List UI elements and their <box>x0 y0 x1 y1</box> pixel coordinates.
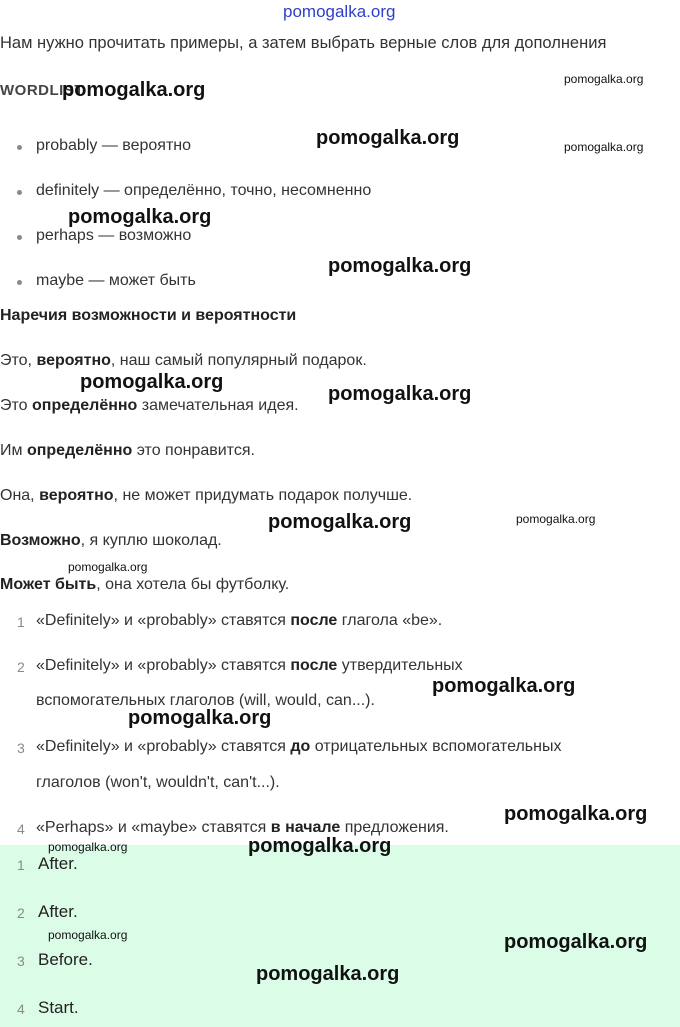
wordlist-item: probably — вероятно <box>36 137 192 154</box>
watermark-text: pomogalka.org <box>564 72 644 86</box>
watermark-text: pomogalka.org <box>316 127 460 149</box>
wordlist-item: definitely — определённо, точно, несомненно <box>36 182 372 199</box>
watermark-text: pomogalka.org <box>248 835 392 857</box>
watermark-text: pomogalka.org <box>516 512 596 526</box>
example-sentence: Это определённо замечательная идея. <box>0 397 299 414</box>
watermark-top: pomogalka.org <box>283 2 396 21</box>
bullet-icon <box>17 235 22 240</box>
watermark-text: pomogalka.org <box>504 803 648 825</box>
watermark-text: pomogalka.org <box>328 383 472 405</box>
section-title: Наречия возможности и вероятности <box>0 307 297 324</box>
rule-text: «Definitely» и «probably» ставятся после утвердительных <box>36 657 463 674</box>
bullet-icon <box>17 145 22 150</box>
rule-text-continuation: глаголов (won't, wouldn't, can't...). <box>36 774 280 791</box>
wordlist-heading: WORDLIST <box>0 82 84 99</box>
wordlist-item: perhaps — возможно <box>36 227 192 244</box>
example-sentence: Это, вероятно, наш самый популярный подарок. <box>0 352 367 369</box>
example-sentence: Возможно, я куплю шоколад. <box>0 532 222 549</box>
rule-text: «Definitely» и «probably» ставятся до отрицательных вспомогательных <box>36 738 562 755</box>
answer-text: After. <box>38 854 78 873</box>
answer-text: Start. <box>38 998 79 1017</box>
watermark-text: pomogalka.org <box>68 206 212 228</box>
example-sentence: Может быть, она хотела бы футболку. <box>0 576 290 593</box>
rule-text-continuation: вспомогательных глаголов (will, would, can...). <box>36 692 375 709</box>
wordlist-item: maybe — может быть <box>36 272 196 289</box>
watermark-text: pomogalka.org <box>504 931 648 953</box>
example-sentence: Им определённо это понравится. <box>0 442 255 459</box>
watermark-text: pomogalka.org <box>48 840 128 854</box>
watermark-text: pomogalka.org <box>68 560 148 574</box>
rule-number: 1 <box>17 614 25 630</box>
bullet-icon <box>17 280 22 285</box>
answer-text: Before. <box>38 950 93 969</box>
answer-number: 1 <box>17 857 25 873</box>
rule-text: «Definitely» и «probably» ставятся после глагола «be». <box>36 612 443 629</box>
answer-number: 2 <box>17 905 25 921</box>
answer-number: 4 <box>17 1001 25 1017</box>
rule-number: 2 <box>17 659 25 675</box>
watermark-text: pomogalka.org <box>256 963 400 985</box>
watermark-text: pomogalka.org <box>328 255 472 277</box>
answer-text: After. <box>38 902 78 921</box>
rule-number: 4 <box>17 821 25 837</box>
rule-number: 3 <box>17 740 25 756</box>
watermark-text: pomogalka.org <box>268 511 412 533</box>
watermark-text: pomogalka.org <box>432 675 576 697</box>
rule-text: «Perhaps» и «maybe» ставятся в начале предложения. <box>36 819 449 836</box>
instruction-text: Нам нужно прочитать примеры, а затем выбрать верные слов для дополнения <box>0 34 607 52</box>
watermark-text: pomogalka.org <box>80 371 224 393</box>
example-sentence: Она, вероятно, не может придумать подарок получше. <box>0 487 413 504</box>
bullet-icon <box>17 190 22 195</box>
watermark-text: pomogalka.org <box>128 707 272 729</box>
watermark-text: pomogalka.org <box>62 79 206 101</box>
watermark-text: pomogalka.org <box>564 140 644 154</box>
answer-number: 3 <box>17 953 25 969</box>
watermark-text: pomogalka.org <box>48 928 128 942</box>
